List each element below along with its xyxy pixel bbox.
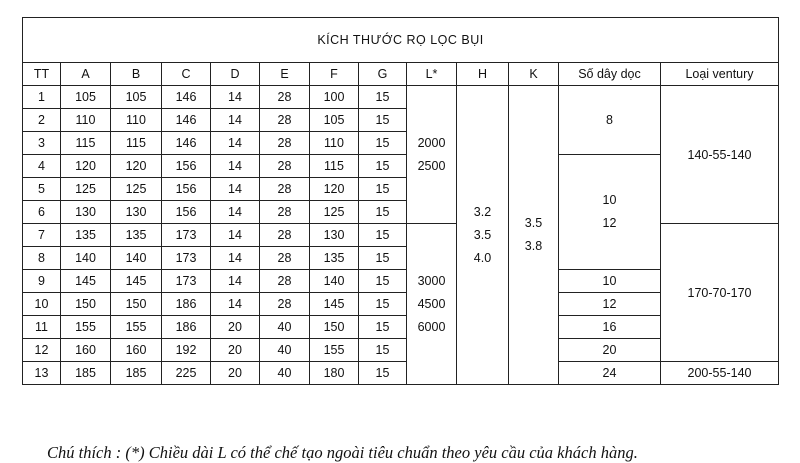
table-cell: 160	[61, 339, 111, 362]
column-header: B	[111, 63, 162, 86]
table-cell: 28	[260, 178, 310, 201]
table-cell: 28	[260, 86, 310, 109]
table-cell: 15	[359, 109, 407, 132]
table-cell: 2	[23, 109, 61, 132]
k-stack	[509, 213, 558, 257]
wire-stack	[559, 190, 660, 234]
table-cell: 156	[162, 201, 211, 224]
l-value: 2000	[417, 135, 446, 150]
wire-cell: 20	[559, 339, 661, 362]
wire-cell	[559, 155, 661, 270]
table-cell: 8	[23, 247, 61, 270]
table-cell: 3	[23, 132, 61, 155]
column-header: Số dây dọc	[559, 63, 661, 86]
column-header: K	[509, 63, 559, 86]
table-cell: 14	[211, 224, 260, 247]
table-cell: 173	[162, 224, 211, 247]
table-cell: 28	[260, 270, 310, 293]
table-cell: 145	[111, 270, 162, 293]
table-cell: 14	[211, 109, 260, 132]
table-cell: 28	[260, 224, 310, 247]
table-cell: 14	[211, 132, 260, 155]
table-cell: 28	[260, 247, 310, 270]
table-row	[23, 224, 779, 247]
table-body	[23, 18, 779, 385]
table-cell: 10	[23, 293, 61, 316]
table-cell: 180	[310, 362, 359, 385]
table-cell: 15	[359, 86, 407, 109]
table-cell: 15	[359, 362, 407, 385]
table-cell: 125	[111, 178, 162, 201]
column-header: Loại ventury	[661, 63, 779, 86]
table-cell: 140	[61, 247, 111, 270]
table-row	[23, 362, 779, 385]
table-cell: 40	[260, 362, 310, 385]
table-cell: 5	[23, 178, 61, 201]
table-cell: 130	[111, 201, 162, 224]
table-cell: 7	[23, 224, 61, 247]
l-stack	[407, 271, 456, 338]
l-value: 6000	[417, 319, 446, 334]
h-value: 3.5	[473, 227, 492, 242]
table-cell: 185	[111, 362, 162, 385]
table-cell: 225	[162, 362, 211, 385]
spec-table	[22, 17, 779, 385]
table-cell: 15	[359, 293, 407, 316]
h-cell	[457, 86, 509, 385]
table-cell: 12	[23, 339, 61, 362]
table-cell: 28	[260, 132, 310, 155]
table-cell: 150	[310, 316, 359, 339]
table-cell: 135	[111, 224, 162, 247]
table-cell: 14	[211, 270, 260, 293]
l-group-cell	[407, 86, 457, 224]
table-cell: 28	[260, 293, 310, 316]
table-cell: 9	[23, 270, 61, 293]
table-cell: 14	[211, 293, 260, 316]
table-cell: 115	[310, 155, 359, 178]
column-header: C	[162, 63, 211, 86]
table-cell: 146	[162, 86, 211, 109]
table-cell: 40	[260, 316, 310, 339]
table-cell: 150	[111, 293, 162, 316]
l-group-cell	[407, 224, 457, 385]
table-cell: 173	[162, 270, 211, 293]
column-header: G	[359, 63, 407, 86]
ventury-cell: 140-55-140	[661, 86, 779, 224]
table-cell: 156	[162, 178, 211, 201]
column-header: D	[211, 63, 260, 86]
table-cell: 155	[111, 316, 162, 339]
table-cell: 15	[359, 339, 407, 362]
table-cell: 186	[162, 293, 211, 316]
column-header: F	[310, 63, 359, 86]
table-row	[23, 86, 779, 109]
wire-cell: 8	[559, 86, 661, 155]
wire-cell: 12	[559, 293, 661, 316]
table-cell: 15	[359, 132, 407, 155]
table-cell: 192	[162, 339, 211, 362]
table-cell: 155	[61, 316, 111, 339]
table-cell: 146	[162, 132, 211, 155]
ventury-cell: 200-55-140	[661, 362, 779, 385]
table-cell: 115	[111, 132, 162, 155]
table-cell: 185	[61, 362, 111, 385]
table-cell: 20	[211, 316, 260, 339]
table-cell: 135	[310, 247, 359, 270]
column-header: A	[61, 63, 111, 86]
h-value: 4.0	[473, 250, 492, 265]
table-cell: 125	[310, 201, 359, 224]
table-cell: 14	[211, 247, 260, 270]
table-cell: 4	[23, 155, 61, 178]
table-cell: 15	[359, 316, 407, 339]
table-cell: 28	[260, 201, 310, 224]
table-cell: 40	[260, 339, 310, 362]
table-cell: 100	[310, 86, 359, 109]
table-cell: 14	[211, 201, 260, 224]
footnote: Chú thích : (*) Chiều dài L có thể chế tạo ngoài tiêu chuẩn theo yêu cầu của khách hàng.	[47, 443, 638, 462]
column-header: H	[457, 63, 509, 86]
table-cell: 15	[359, 247, 407, 270]
table-cell: 1	[23, 86, 61, 109]
table-cell: 110	[310, 132, 359, 155]
table-cell: 110	[61, 109, 111, 132]
table-cell: 28	[260, 109, 310, 132]
h-value: 3.2	[473, 204, 492, 219]
table-cell: 115	[61, 132, 111, 155]
table-cell: 156	[162, 155, 211, 178]
table-cell: 13	[23, 362, 61, 385]
l-value: 4500	[417, 296, 446, 311]
table-cell: 135	[61, 224, 111, 247]
table-cell: 105	[111, 86, 162, 109]
wire-value: 12	[602, 216, 617, 230]
table-cell: 155	[310, 339, 359, 362]
table-cell: 125	[61, 178, 111, 201]
table-cell: 20	[211, 339, 260, 362]
header-row	[23, 63, 779, 86]
table-cell: 110	[111, 109, 162, 132]
column-header: TT	[23, 63, 61, 86]
table-cell: 14	[211, 178, 260, 201]
l-value: 3000	[417, 273, 446, 288]
table-cell: 105	[310, 109, 359, 132]
table-cell: 146	[162, 109, 211, 132]
k-value: 3.8	[524, 239, 543, 253]
table-cell: 11	[23, 316, 61, 339]
k-cell	[509, 86, 559, 385]
table-cell: 145	[310, 293, 359, 316]
table-cell: 15	[359, 178, 407, 201]
table-cell: 160	[111, 339, 162, 362]
k-value: 3.5	[524, 216, 543, 230]
table-cell: 28	[260, 155, 310, 178]
table-cell: 105	[61, 86, 111, 109]
table-cell: 130	[310, 224, 359, 247]
spec-sheet	[22, 17, 778, 462]
table-cell: 145	[61, 270, 111, 293]
wire-value: 10	[602, 193, 617, 207]
table-cell: 120	[310, 178, 359, 201]
table-cell: 120	[111, 155, 162, 178]
table-cell: 140	[310, 270, 359, 293]
table-cell: 130	[61, 201, 111, 224]
table-cell: 15	[359, 224, 407, 247]
table-cell: 15	[359, 155, 407, 178]
table-cell: 173	[162, 247, 211, 270]
h-stack	[457, 202, 508, 269]
table-cell: 120	[61, 155, 111, 178]
table-cell: 15	[359, 201, 407, 224]
table-cell: 150	[61, 293, 111, 316]
table-title: KÍCH THƯỚC RỌ LỌC BỤI	[23, 18, 779, 63]
table-cell: 14	[211, 155, 260, 178]
column-header: L*	[407, 63, 457, 86]
column-header: E	[260, 63, 310, 86]
wire-cell: 16	[559, 316, 661, 339]
l-stack	[407, 133, 456, 177]
table-cell: 20	[211, 362, 260, 385]
table-cell: 14	[211, 86, 260, 109]
wire-cell: 24	[559, 362, 661, 385]
table-cell: 6	[23, 201, 61, 224]
ventury-cell: 170-70-170	[661, 224, 779, 362]
table-cell: 15	[359, 270, 407, 293]
l-value: 2500	[417, 158, 446, 173]
table-cell: 186	[162, 316, 211, 339]
table-cell: 140	[111, 247, 162, 270]
wire-cell: 10	[559, 270, 661, 293]
